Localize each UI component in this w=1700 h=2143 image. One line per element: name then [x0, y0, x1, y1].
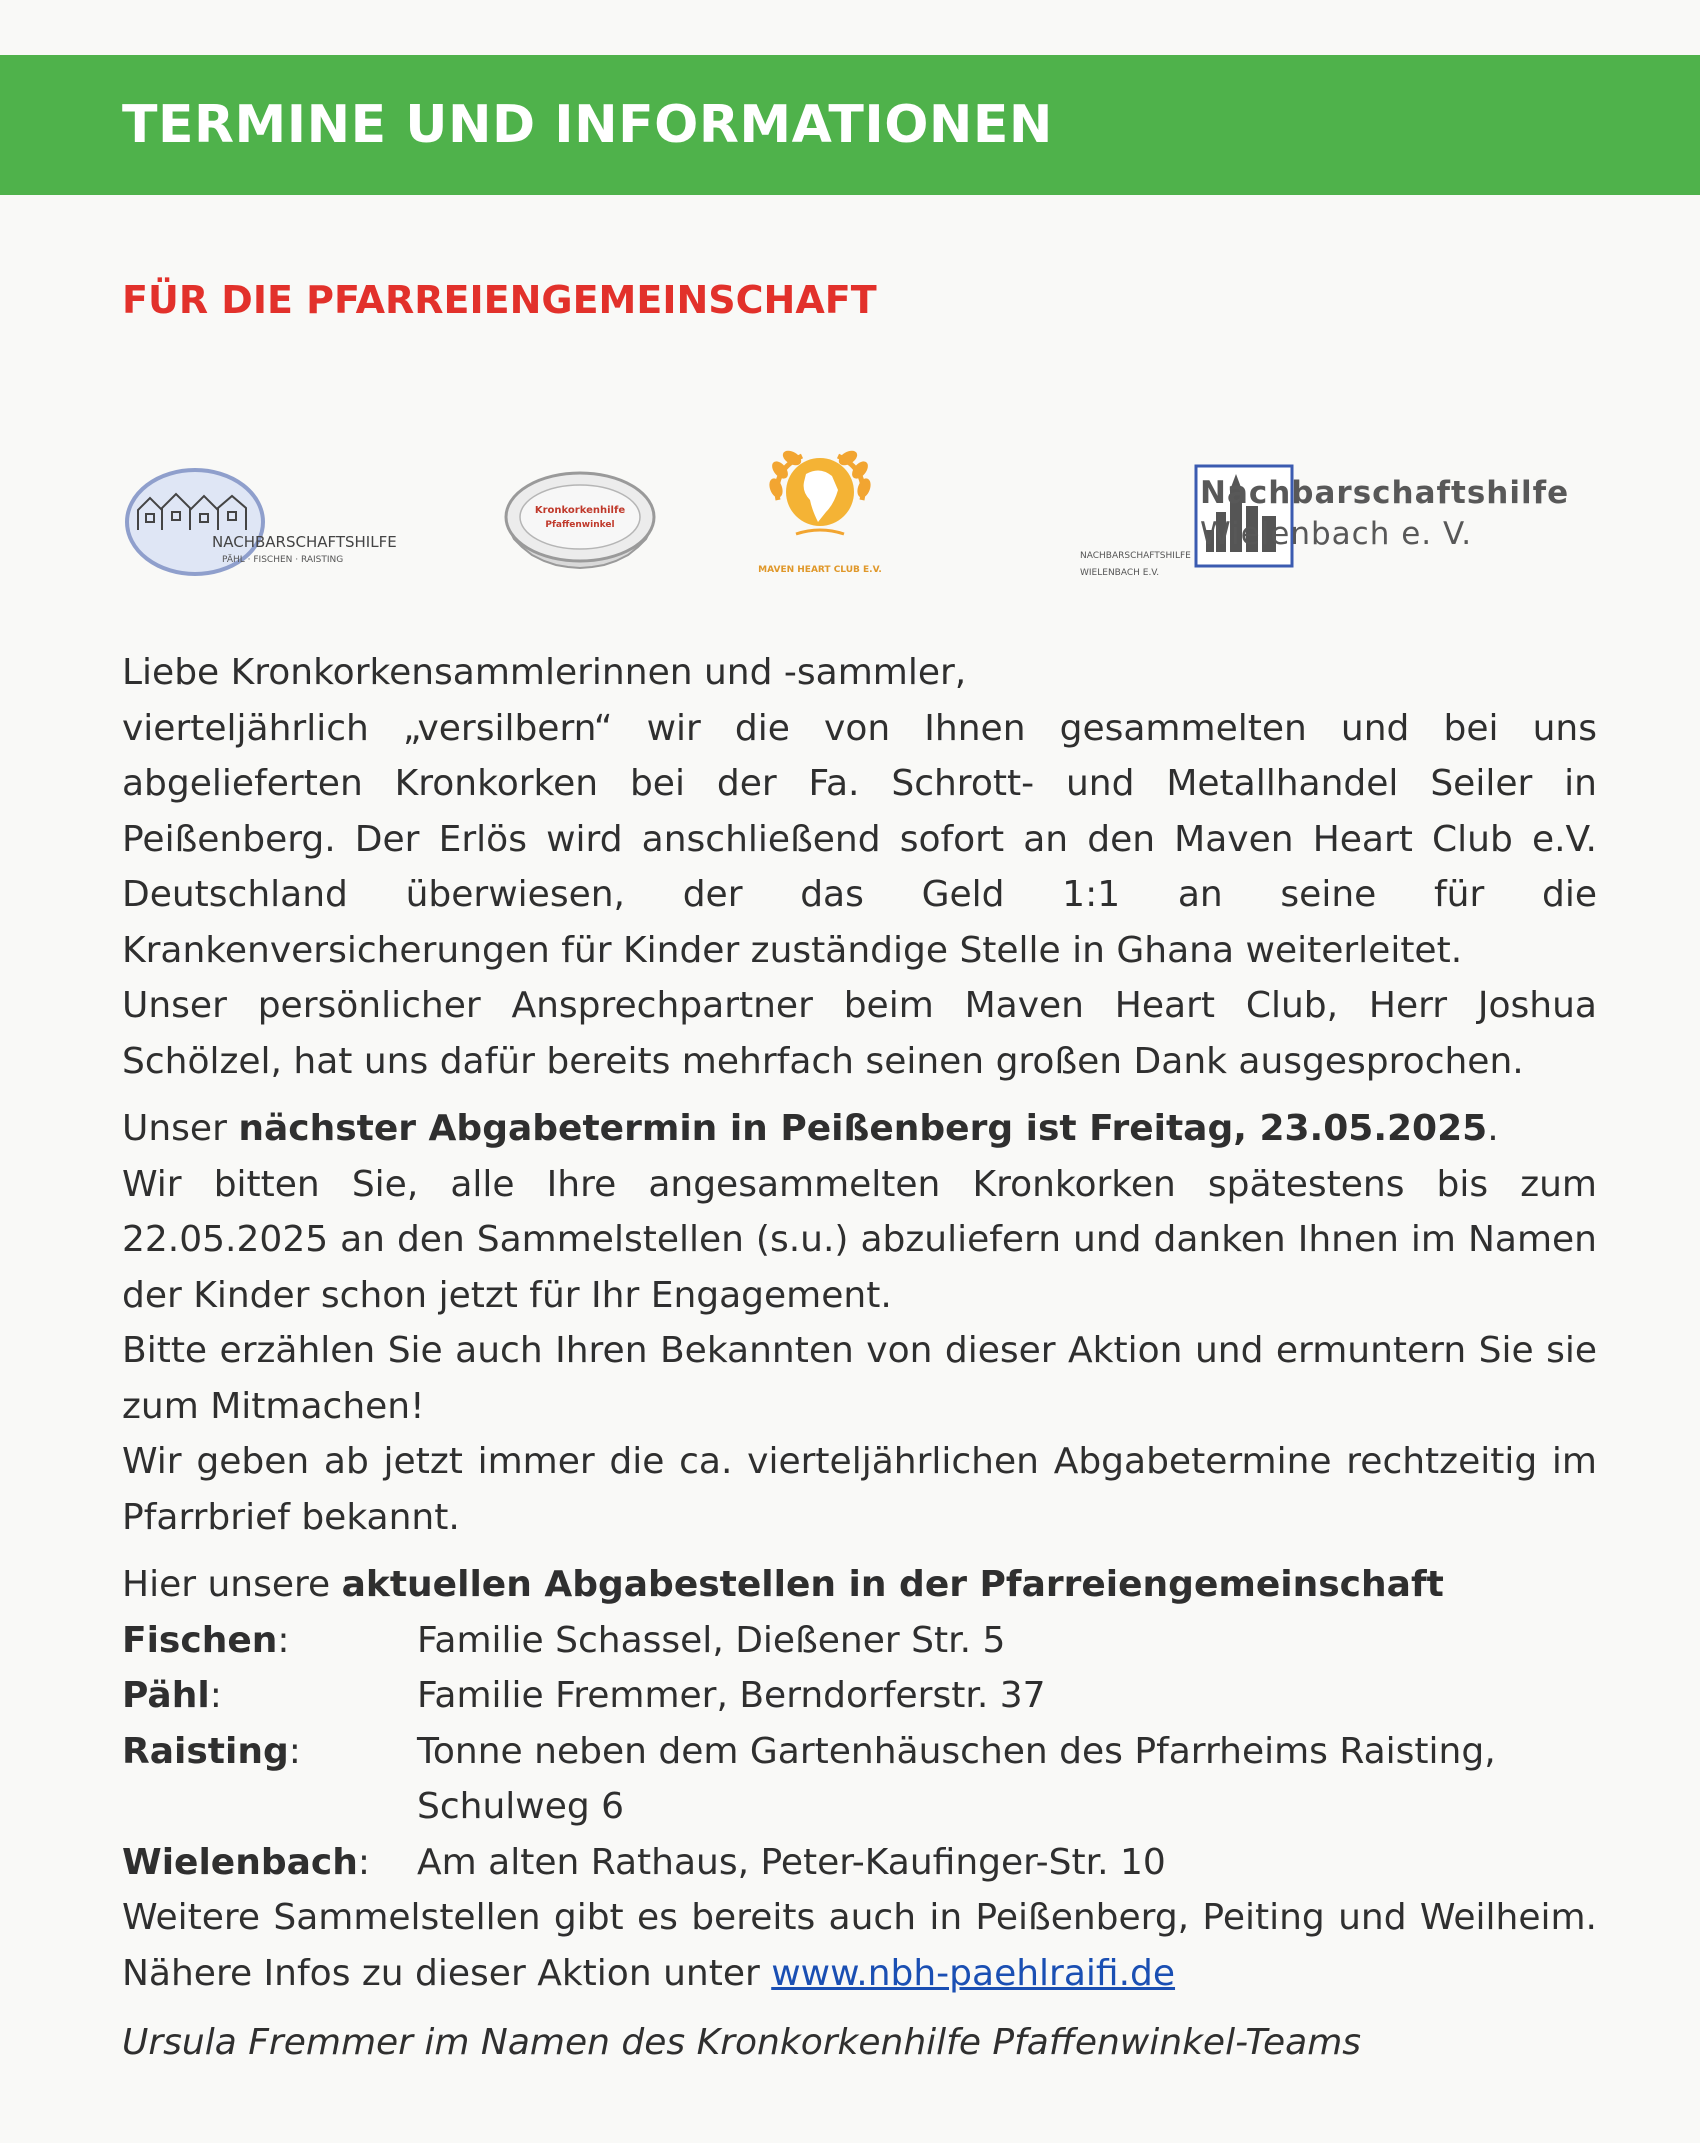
paragraph-locations-intro — [122, 1557, 1597, 1613]
more-locations-text: Weitere Sammelstellen gibt es bereits auch in Peißenberg, Peiting und Weilheim. Nähere Infos zu dieser Aktion unter — [122, 1897, 1597, 1994]
next-date-prefix: Unser — [122, 1108, 239, 1149]
paragraph-announce: Wir geben ab jetzt immer die ca. vierteljährlichen Abgabetermine rechtzeitig im Pfarrbrief bekannt. — [122, 1441, 1597, 1538]
paragraph-request: Wir bitten Sie, alle Ihre angesammelten Kronkorken spätestens bis zum 22.05.2025 an den Sammelstellen (s.u.) abzuliefern und danken Ihnen im Namen der Kinder schon jetzt für Ihr Engagement. — [122, 1163, 1597, 1316]
section-subtitle: FÜR DIE PFARREIENGEMEINSCHAFT — [122, 278, 877, 322]
location-address: Tonne neben dem Gartenhäuschen des Pfarrheims Raisting, Schulweg 6 — [417, 1730, 1496, 1827]
location-address: Am alten Rathaus, Peter-Kaufinger-Str. 10 — [417, 1841, 1166, 1883]
next-date-suffix: . — [1487, 1108, 1499, 1149]
logo2-sub: Pfaffenwinkel — [545, 520, 615, 530]
logo2-name: Kronkorkenhilfe — [534, 505, 626, 516]
location-name-wielenbach: Wielenbach — [122, 1841, 358, 1883]
logo4-small2: WIELENBACH E.V. — [1080, 568, 1160, 578]
website-link[interactable]: www.nbh-paehlraifi.de — [771, 1952, 1176, 1994]
location-row — [122, 1668, 1597, 1724]
location-name — [122, 1724, 417, 1835]
paragraph-next-date — [122, 1101, 1597, 1157]
logo1-name: NACHBARSCHAFTSHILFE — [212, 533, 397, 551]
logo4-sub: Wielenbach e. V. — [1200, 516, 1473, 552]
logo4-small1: NACHBARSCHAFTSHILFE — [1080, 551, 1191, 561]
paragraph-greeting: Liebe Kronkorkensammlerinnen und -sammler, — [122, 652, 967, 693]
location-colon: : — [288, 1730, 301, 1772]
location-name-raisting: Raisting — [122, 1730, 289, 1772]
maven-heart-club-logo — [740, 430, 900, 590]
location-colon: : — [277, 1619, 290, 1661]
logo1-sub: PÄHL · FISCHEN · RAISTING — [222, 555, 344, 565]
location-name-paehl: Pähl — [122, 1675, 210, 1716]
nachbarschaftshilfe-paehl-logo — [120, 450, 480, 600]
location-row — [122, 1613, 1597, 1669]
logo4-name: Nachbarschaftshilfe — [1200, 475, 1570, 511]
locations-intro-prefix: Hier unsere — [122, 1564, 342, 1605]
next-date-highlight: nächster Abgabetermin in Peißenberg ist Freitag, 23.05.2025 — [238, 1108, 1488, 1149]
location-colon: : — [209, 1675, 222, 1716]
paragraph-share: Bitte erzählen Sie auch Ihren Bekannten von dieser Aktion und ermuntern Sie sie zum Mitmachen! — [122, 1330, 1597, 1427]
location-name — [122, 1613, 417, 1669]
kronkorkenhilfe-logo — [500, 465, 660, 585]
location-row — [122, 1835, 1597, 1891]
article-body — [122, 645, 1597, 2071]
paragraph-contact: Unser persönlicher Ansprechpartner beim Maven Heart Club, Herr Joshua Schölzel, hat uns dafür bereits mehrfach seinen großen Dank ausgesprochen. — [122, 985, 1597, 1082]
location-address: Familie Fremmer, Berndorferstr. 37 — [417, 1675, 1046, 1716]
page-title: TERMINE UND INFORMATIONEN — [122, 95, 1053, 155]
header-banner — [0, 55, 1700, 195]
location-row — [122, 1724, 1597, 1835]
locations-intro-highlight: aktuellen Abgabestellen in der Pfarreiengemeinschaft — [341, 1564, 1444, 1605]
signature: Ursula Fremmer im Namen des Kronkorkenhilfe Pfaffenwinkel-Teams — [122, 2022, 1362, 2063]
location-name-fischen: Fischen — [122, 1619, 278, 1661]
location-colon: : — [357, 1841, 371, 1883]
location-name — [122, 1835, 417, 1891]
logo3-name: MAVEN HEART CLUB E.V. — [758, 565, 882, 575]
location-address: Familie Schassel, Dießener Str. 5 — [417, 1619, 1006, 1661]
paragraph-more-locations — [122, 1890, 1597, 2001]
paragraph-intro: vierteljährlich „versilbern“ wir die von Ihnen gesammelten und bei uns abgelieferten Kronkorken bei der Fa. Schrott- und Metallhandel Seiler in Peißenberg. Der Erlös wird anschließend sofort an den Maven Heart Club e.V. Deutschland überwiesen, der das Geld 1:1 an seine für die Krankenversicherungen für Kinder zuständige Stelle in Ghana weiterleitet. — [122, 707, 1597, 971]
location-name — [122, 1668, 417, 1724]
